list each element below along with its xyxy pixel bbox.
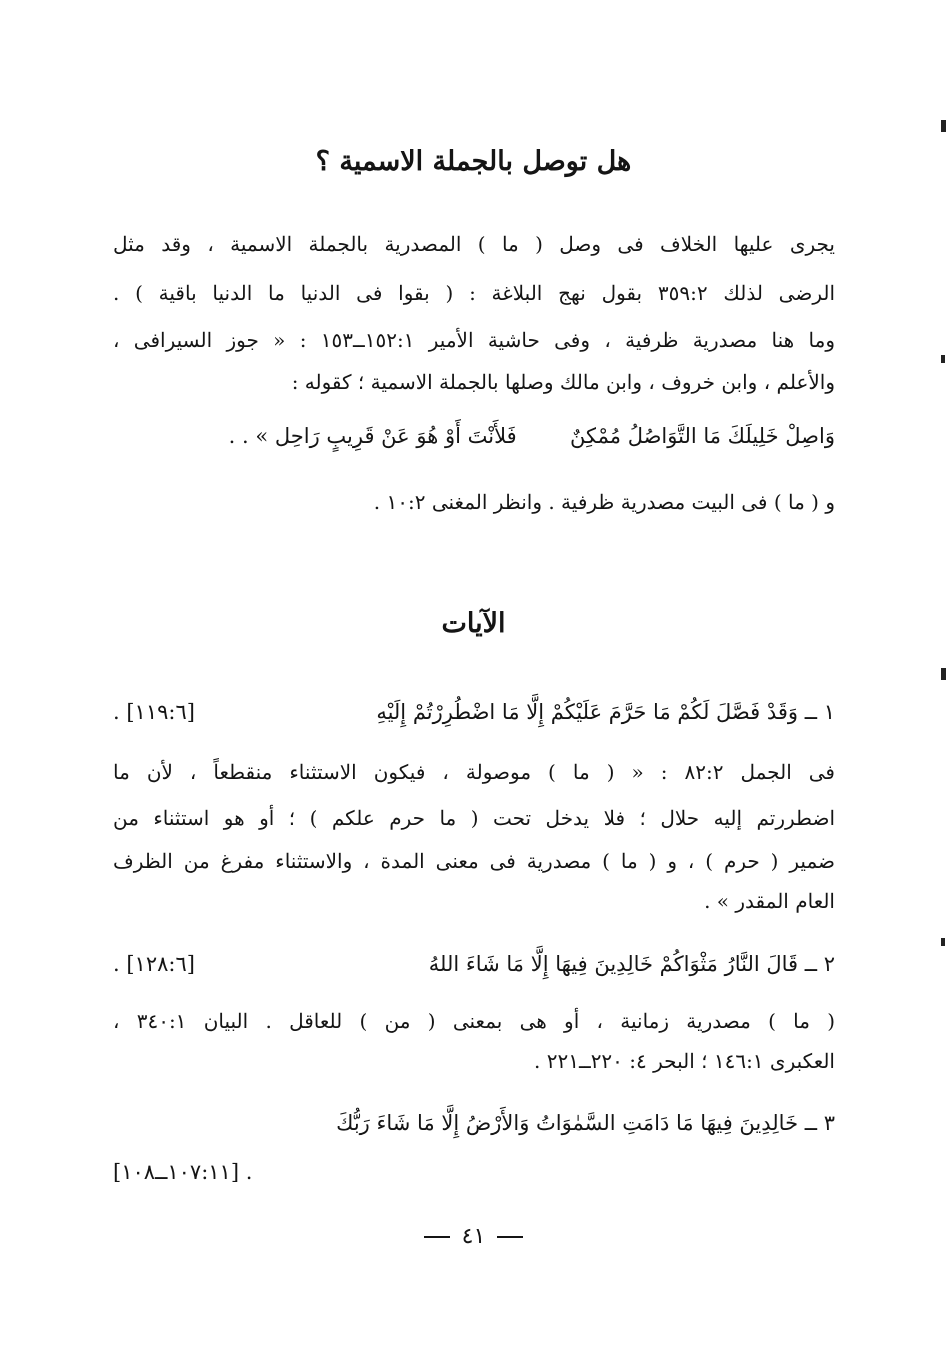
scan-mark (941, 938, 945, 946)
quran-verse-3 (113, 1108, 835, 1138)
paragraph-line: والأعلم ، وابن خروف ، وابن مالك وصلها بالجملة الاسمية ؛ كقوله : (291, 370, 835, 394)
verse-reference: [١٢٨:٦] . (113, 952, 195, 976)
commentary-line: فى الجمل ٨٢:٢ : « ( ما ) موصولة ، فيكون الاستثناء منقطعاً ، لأن ما (113, 760, 835, 784)
poetry-verse (113, 421, 835, 451)
section-heading-verses: الآيات (441, 608, 506, 639)
quran-verse-1 (113, 697, 835, 727)
commentary-line: العكبرى ١٤٦:١ ؛ البحر ٤: ٢٢٠ــ٢٢١ . (534, 1049, 835, 1073)
verse-second-hemistich: فَلأَنْتَ أَوْ هُوَ عَنْ قَرِيبٍ رَاحِل » . . (228, 424, 517, 448)
paragraph-line: الرضى لذلك ٣٥٩:٢ بقول نهج البلاغة : ( بقوا فى الدنيا ما الدنيا باقية ) . (113, 281, 836, 305)
dash-left (497, 1236, 523, 1238)
dash-right (424, 1236, 450, 1238)
commentary-line: اضطررتم إليه حلال ؛ فلا يدخل تحت ( ما حرم علكم ) ؛ أو هو استثناء من (113, 806, 835, 830)
page-number-text: ٤١ (461, 1224, 486, 1249)
verse-reference: [١١٩:٦] . (113, 700, 195, 724)
scan-mark (941, 668, 946, 680)
paragraph-line: وما هنا مصدرية ظرفية ، وفى حاشية الأمير ١٥٢:١ــ١٥٣ : « جوز السيرافى ، (113, 328, 836, 352)
paragraph-line: و ( ما ) فى البيت مصدرية ظرفية . وانظر المغنى ١٠:٢ . (373, 490, 835, 514)
verse-first-hemistich: وَاصِلْ خَلِيلَكَ مَا التَّوَاصُلُ مُمْكِنٌ (570, 424, 835, 448)
paragraph-line: يجرى عليها الخلاف فى وصل ( ما ) المصدرية بالجملة الاسمية ، وقد مثل (113, 232, 835, 256)
quran-verse-text: ٢ ــ قَالَ النَّارُ مَثْوَاكُمْ خَالِدِينَ فِيهَا إِلَّا مَا شَاءَ اللهُ (428, 952, 835, 976)
quran-verse-text: ١ ــ وَقَدْ فَصَّلَ لَكُمْ مَا حَرَّمَ عَلَيْكُمْ إِلَّا مَا اضْطُرِرْتُمْ إِلَيْهِ (376, 700, 835, 724)
section-heading-nominal-clause: هل توصل بالجملة الاسمية ؟ (315, 146, 632, 177)
page-number (0, 1222, 947, 1252)
verse-reference: . [١٠٧:١١ــ١٠٨] (113, 1160, 253, 1184)
commentary-line: ضمير ( حرم ) ، و ( ما ) مصدرية فى معنى المدة ، والاستثناء مفرغ من الظرف (113, 849, 835, 873)
quran-verse-2 (113, 949, 835, 979)
commentary-line: العام المقدر » . (704, 889, 835, 913)
scan-mark (941, 120, 946, 132)
scan-mark (941, 355, 945, 363)
commentary-line: ( ما ) مصدرية زمانية ، أو هى بمعنى ( من ) للعاقل . البيان ٣٤٠:١ ، (113, 1009, 836, 1033)
quran-verse-text: ٣ ــ خَالِدِينَ فِيهَا مَا دَامَتِ السَّمٰوَاتُ وَالأَرْضُ إِلَّا مَا شَاءَ رَبُّكَ (336, 1111, 835, 1135)
